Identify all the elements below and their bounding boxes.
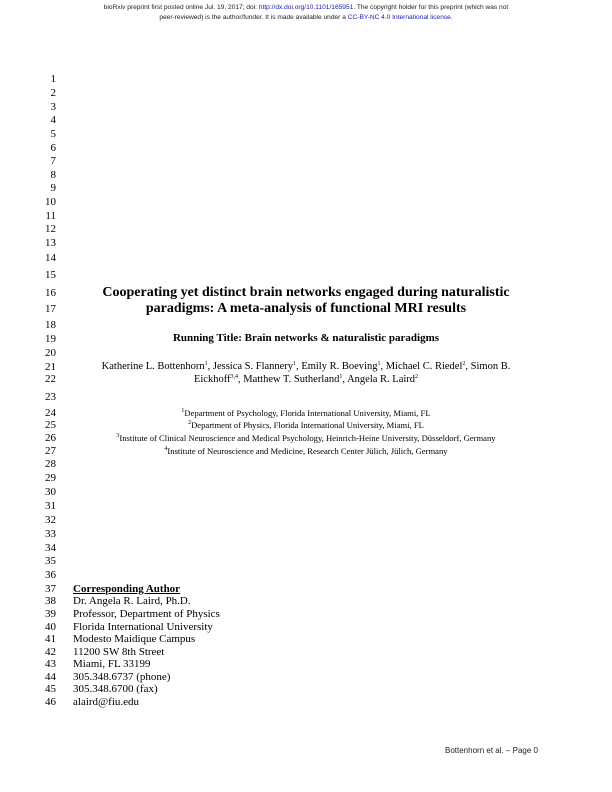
banner-text: . The copyright holder for this preprint (which was not	[353, 4, 509, 11]
affiliation-sup: 1	[181, 408, 185, 414]
line-number: 12	[45, 223, 56, 235]
authors-line-2	[0, 373, 612, 386]
affiliation-sup: 1	[339, 374, 343, 380]
line-number: 34	[45, 542, 56, 554]
line-number: 38	[45, 595, 56, 607]
license-link[interactable]: CC-BY-NC 4.0 International license	[347, 13, 451, 21]
line-number: 32	[45, 514, 56, 526]
affiliation-4	[0, 446, 612, 457]
line-number: 22	[45, 373, 56, 385]
preprint-banner	[0, 3, 612, 22]
line-number: 10	[45, 196, 56, 208]
affiliation-sup: 2	[415, 374, 419, 380]
corresponding-line: 11200 SW 8th Street	[73, 646, 165, 658]
affiliation-sup: 1	[377, 361, 381, 367]
affiliation-1	[0, 408, 612, 419]
line-number: 11	[45, 210, 56, 222]
corresponding-author-heading: Corresponding Author	[73, 583, 181, 595]
author-name: , Angela R. Laird	[342, 374, 416, 385]
affiliation-sup: 2	[188, 420, 192, 426]
doi-link[interactable]: http://dx.doi.org/10.1101/165951	[258, 4, 354, 11]
line-number: 44	[45, 671, 56, 683]
corresponding-line: 305.348.6737 (phone)	[73, 671, 171, 683]
paper-title-line-2: paradigms: A meta-analysis of functional MRI results	[145, 301, 467, 316]
author-name: , Michael C. Riedel	[380, 361, 463, 372]
line-number: 20	[45, 347, 56, 359]
line-number: 2	[50, 87, 56, 99]
line-number: 3	[50, 101, 56, 113]
running-title: Running Title: Brain networks & naturalistic paradigms	[172, 332, 440, 344]
line-number: 45	[45, 683, 56, 695]
affiliation-sup: 3,4	[230, 374, 239, 380]
affiliation-text: Department of Psychology, Florida International University, Miami, FL	[184, 408, 431, 418]
affiliation-sup: 1	[204, 361, 208, 367]
corresponding-email: alaird@fiu.edu	[73, 696, 140, 708]
line-number: 35	[45, 555, 56, 567]
line-number: 36	[45, 569, 56, 581]
line-number: 41	[45, 633, 56, 645]
affiliation-sup: 2	[462, 361, 466, 367]
paper-title-line-1: Cooperating yet distinct brain networks engaged during naturalistic	[102, 285, 510, 300]
line-number: 13	[45, 237, 56, 249]
line-number: 15	[45, 269, 56, 281]
corresponding-line: Dr. Angela R. Laird, Ph.D.	[73, 595, 191, 607]
line-number: 5	[50, 128, 56, 140]
line-number: 25	[45, 419, 56, 431]
page-footer: Bottenhorn et al. – Page 0	[445, 746, 538, 755]
line-number: 28	[45, 458, 56, 470]
line-number: 27	[45, 445, 56, 457]
line-number: 39	[45, 608, 56, 620]
line-number: 1	[50, 73, 56, 85]
line-number: 8	[50, 169, 56, 181]
affiliation-sup: 4	[164, 446, 168, 452]
corresponding-line: 305.348.6700 (fax)	[73, 683, 158, 695]
author-name: , Emily R. Boeving	[296, 361, 378, 372]
affiliation-3	[0, 433, 612, 444]
affiliation-sup: 3	[116, 433, 120, 439]
line-number: 7	[50, 155, 56, 167]
author-name: , Jessica S. Flannery	[207, 361, 294, 372]
line-number: 24	[45, 407, 56, 419]
corresponding-line: Professor, Department of Physics	[73, 608, 220, 620]
line-number: 31	[45, 500, 56, 512]
banner-text: .	[450, 13, 453, 21]
line-number: 6	[50, 142, 56, 154]
corresponding-line: Miami, FL 33199	[73, 658, 151, 670]
line-number: 29	[45, 472, 56, 484]
corresponding-line: Modesto Maidique Campus	[73, 633, 196, 645]
authors-line-1	[0, 360, 612, 373]
affiliation-sup: 1	[293, 361, 297, 367]
line-number: 9	[50, 182, 56, 194]
line-number: 18	[45, 319, 56, 331]
line-number: 17	[45, 303, 56, 315]
banner-text: bioRxiv preprint first posted online Jul. 19, 2017; doi:	[103, 4, 259, 11]
line-number: 33	[45, 528, 56, 540]
line-number: 43	[45, 658, 56, 670]
affiliation-2	[0, 420, 612, 431]
line-number: 14	[45, 252, 56, 264]
line-number: 16	[45, 287, 56, 299]
line-number: 23	[45, 391, 56, 403]
line-number: 40	[45, 621, 56, 633]
author-name: Katherine L. Bottenhorn	[101, 361, 205, 372]
line-number: 30	[45, 486, 56, 498]
author-name: , Simon B.	[465, 361, 511, 372]
line-number: 19	[45, 333, 56, 345]
author-name: Eickhoff	[193, 374, 231, 385]
affiliation-text: Department of Physics, Florida International University, Miami, FL	[191, 420, 424, 430]
line-number: 26	[45, 432, 56, 444]
line-number: 37	[45, 583, 56, 595]
banner-text: peer-reviewed) is the author/funder. It is made available under a	[159, 13, 348, 21]
line-number: 42	[45, 646, 56, 658]
banner-line-2	[0, 13, 612, 23]
banner-line-1	[0, 3, 612, 13]
affiliation-text: Institute of Clinical Neuroscience and Medical Psychology, Heinrich-Heine University, Düsseldorf, Germany	[119, 433, 496, 443]
line-number: 21	[45, 361, 56, 373]
author-name: , Matthew T. Sutherland	[238, 374, 340, 385]
affiliation-text: Institute of Neuroscience and Medicine, Research Center Jülich, Jülich, Germany	[167, 446, 448, 456]
line-number: 4	[50, 114, 56, 126]
line-number: 46	[45, 696, 56, 708]
corresponding-line: Florida International University	[73, 621, 213, 633]
